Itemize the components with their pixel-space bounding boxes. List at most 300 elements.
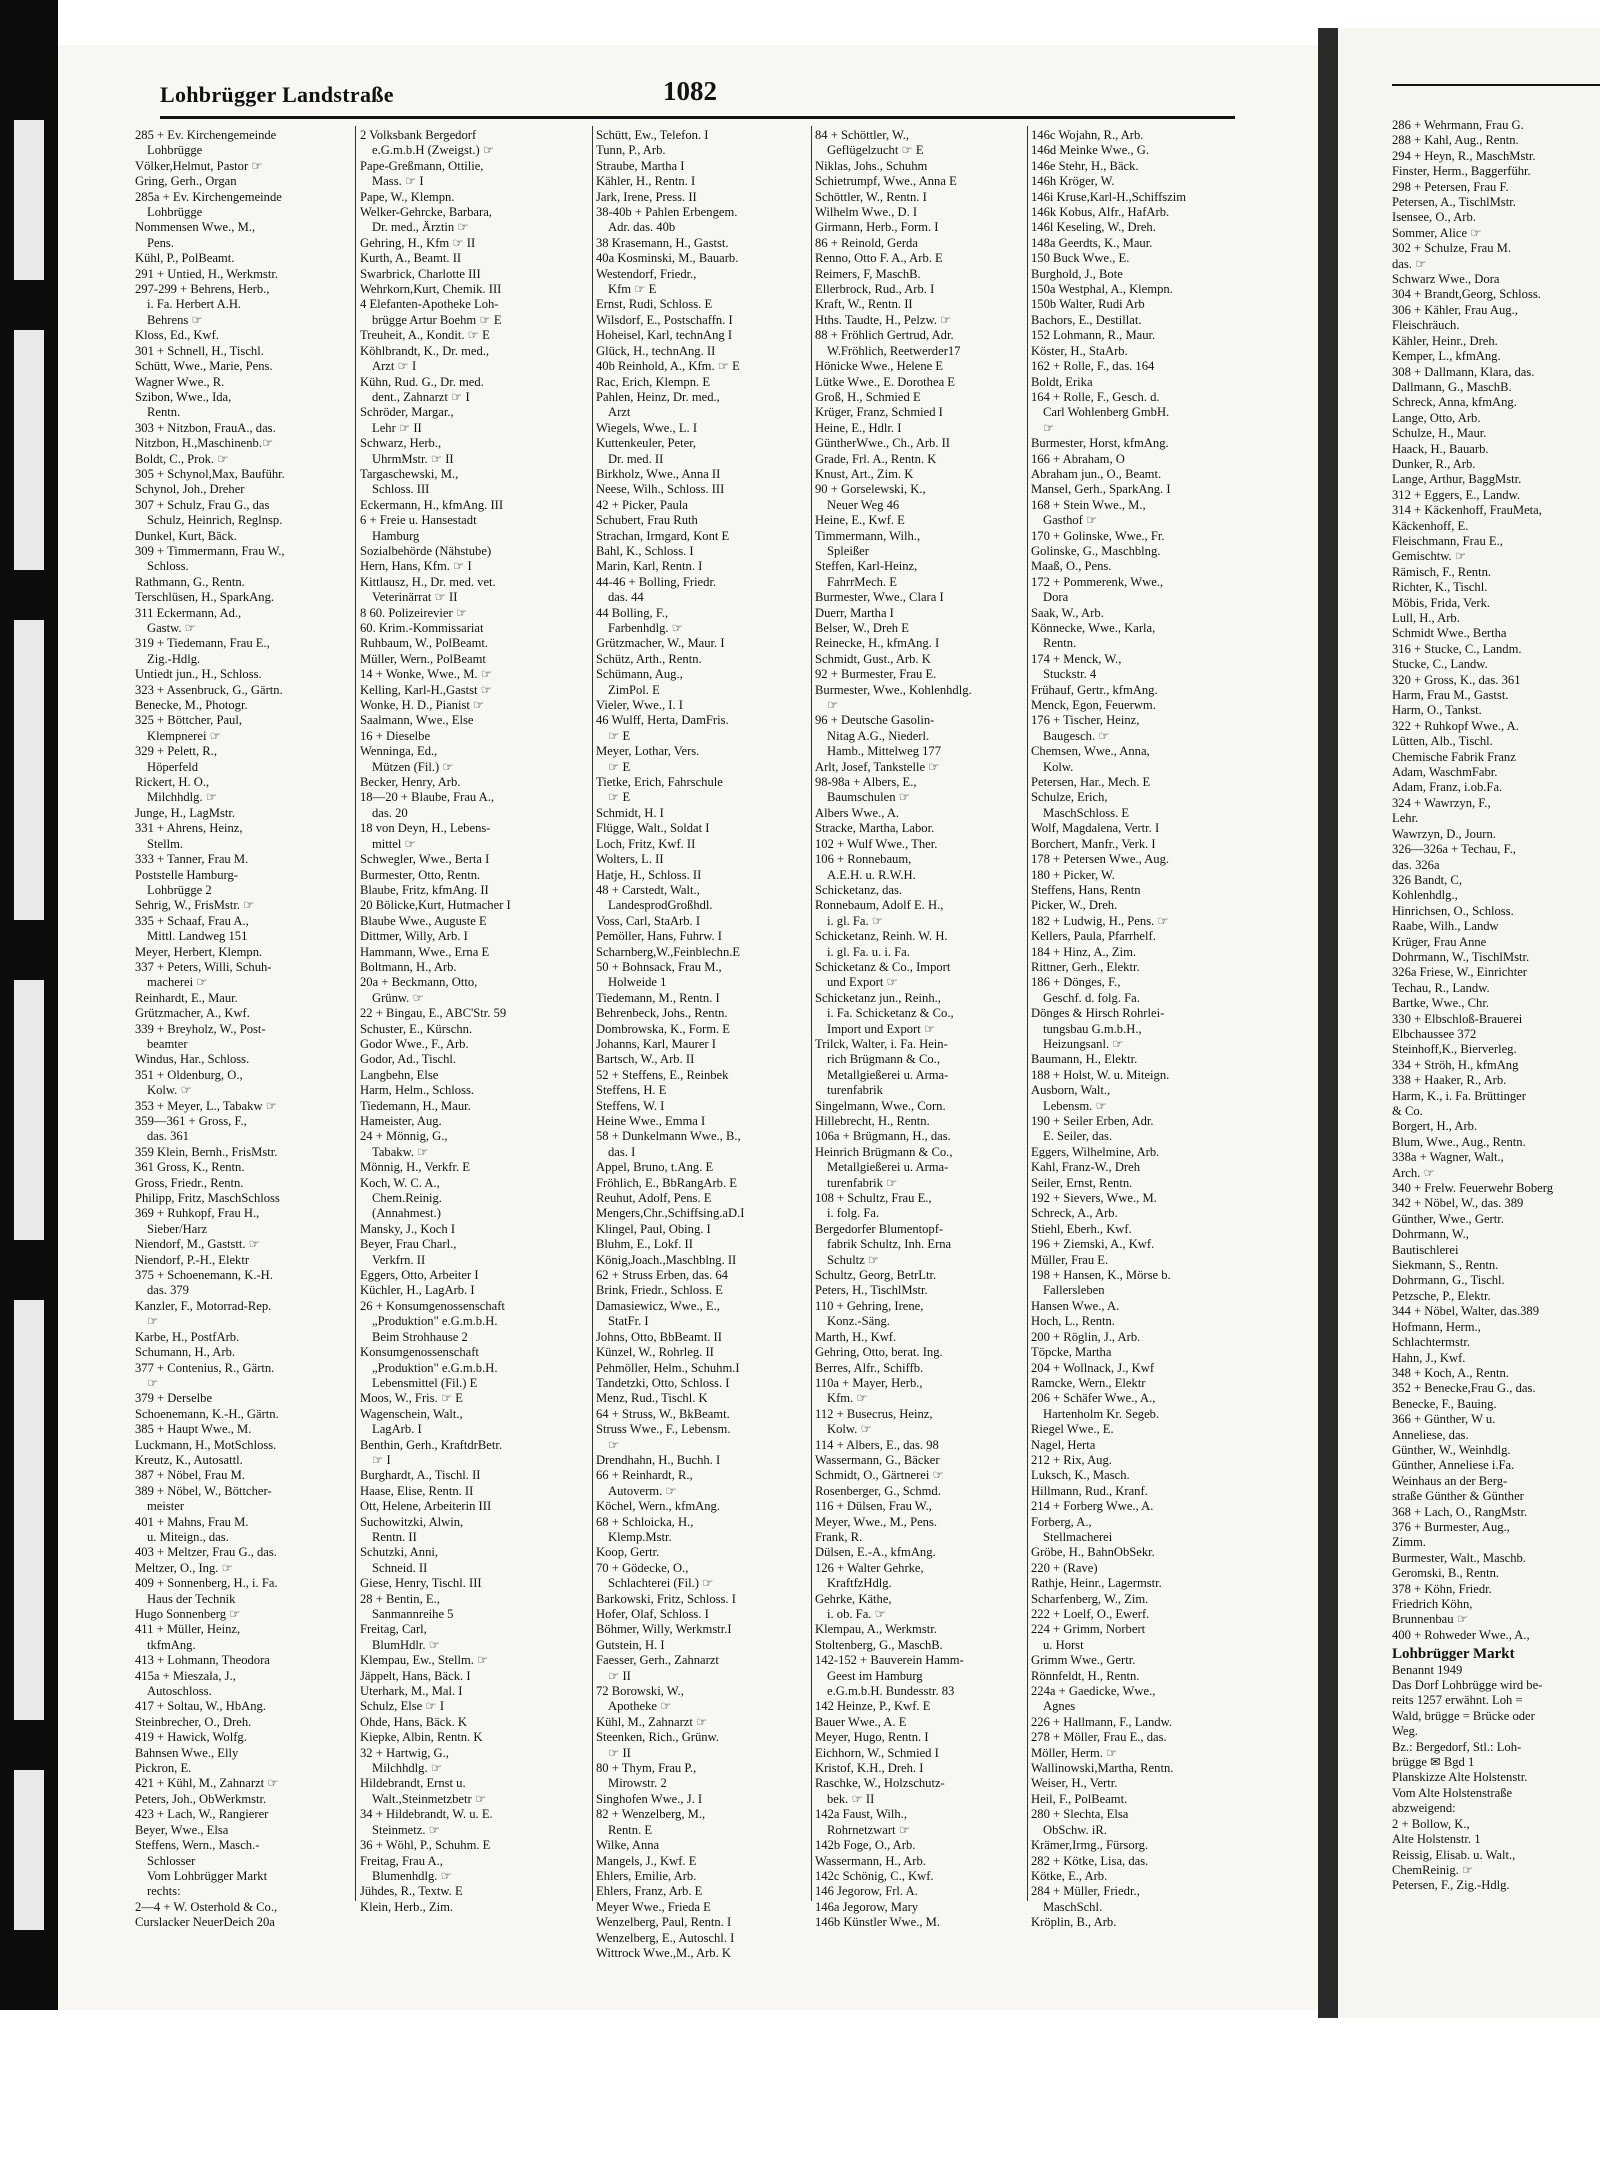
directory-entry-line: Heinrich Brügmann & Co.,: [815, 1144, 953, 1159]
directory-entry-line: Reimers, F, MaschB.: [815, 266, 921, 281]
directory-entry-line: Gröbe, H., BahnObSekr.: [1031, 1545, 1155, 1560]
directory-entry-line: Adr. das. 40b: [608, 220, 676, 235]
directory-entry-line: Vom Lohbrügger Markt: [147, 1868, 268, 1883]
directory-entry-line: 162 + Rolle, F., das. 164: [1031, 359, 1155, 374]
directory-entry-line: Tiedemann, M., Rentn. I: [596, 990, 720, 1005]
directory-entry-line: Lebensmittel (Fil.) E: [372, 1375, 478, 1390]
directory-entry-line: Schultz, Georg, BetrLtr.: [815, 1268, 937, 1283]
directory-entry-line: Grünw. ☞: [372, 990, 424, 1005]
directory-entry-line: Godor Wwe., F., Arb.: [360, 1036, 469, 1051]
directory-entry-line: Bz.: Bergedorf, Stl.: Loh-: [1392, 1739, 1522, 1754]
directory-entry-line: Damasiewicz, Wwe., E.,: [596, 1298, 720, 1313]
directory-entry-line: Schütt, Wwe., Marie, Pens.: [135, 359, 273, 374]
directory-entry-line: Lange, Otto, Arb.: [1392, 410, 1481, 425]
directory-entry-line: 361 Gross, K., Rentn.: [135, 1160, 245, 1175]
directory-entry-line: Steinhoff,K., Bierverleg.: [1392, 1042, 1517, 1057]
directory-entry-line: Wenzelberg, Paul, Rentn. I: [596, 1915, 732, 1930]
directory-entry-line: Albers Wwe., A.: [815, 805, 900, 820]
directory-entry-line: Rohrnetzwart ☞: [827, 1822, 910, 1837]
directory-entry-line: i. gl. Fa. ☞: [827, 913, 884, 928]
directory-entry-line: 68 + Schloicka, H.,: [596, 1514, 694, 1529]
directory-entry-line: Rentn.: [147, 405, 181, 420]
directory-entry-line: 206 + Schäfer Wwe., A.,: [1031, 1391, 1156, 1406]
directory-entry-line: Hamb., Mittelweg 177: [827, 744, 942, 759]
directory-entry-line: 226 + Hallmann, F., Landw.: [1031, 1714, 1172, 1729]
directory-entry-line: Vieler, Wwe., I. I: [596, 698, 683, 713]
directory-entry-line: Nitzbon, H.,Maschinenb.☞: [135, 436, 274, 451]
directory-entry-line: Steffens, W. I: [596, 1098, 665, 1113]
directory-entry-line: 403 + Meltzer, Frau G., das.: [135, 1545, 277, 1560]
directory-entry-line: Schümann, Aug.,: [596, 667, 683, 682]
directory-entry-line: ☞ E: [608, 728, 631, 743]
directory-entry-line: Steffens, Hans, Rentn: [1031, 882, 1141, 897]
directory-entry-line: das. ☞: [1392, 256, 1427, 271]
directory-entry-line: Neuer Weg 46: [827, 497, 900, 512]
directory-entry-line: Hoheisel, Karl, technAng I: [596, 328, 733, 343]
directory-entry-line: tungsbau G.m.b.H.,: [1043, 1021, 1142, 1036]
spine-mark: [14, 980, 44, 1240]
directory-entry-line: 378 + Köhn, Friedr.: [1392, 1581, 1492, 1596]
directory-entry-line: Dülsen, E.-A., kfmAng.: [815, 1545, 936, 1560]
directory-entry-line: Weg.: [1392, 1724, 1418, 1739]
directory-entry-line: Dr. med. II: [608, 451, 664, 466]
directory-entry-line: 288 + Kahl, Aug., Rentn.: [1392, 133, 1519, 148]
directory-entry-line: 20 Bölicke,Kurt, Hutmacher I: [360, 898, 511, 913]
directory-entry-line: Hartenholm Kr. Segeb.: [1043, 1406, 1160, 1421]
directory-entry-line: i. Fa. Herbert A.H.: [147, 297, 242, 312]
directory-entry-line: 368 + Lach, O., RangMstr.: [1392, 1504, 1528, 1519]
directory-entry-line: Töpcke, Martha: [1031, 1345, 1112, 1360]
directory-entry-line: MaschSchloss. E: [1043, 805, 1130, 820]
directory-entry-line: Grade, Frl. A., Rentn. K: [815, 451, 937, 466]
directory-entry-line: Arlt, Josef, Tankstelle ☞: [815, 759, 940, 774]
directory-entry-line: Petersen, A., TischlMstr.: [1392, 195, 1516, 210]
directory-entry-line: 114 + Albers, E., das. 98: [815, 1437, 939, 1452]
directory-entry-line: 214 + Forberg Wwe., A.: [1031, 1499, 1154, 1514]
directory-entry-line: Freitag, Carl,: [360, 1622, 427, 1637]
directory-entry-line: Krämer,Irmg., Fürsorg.: [1031, 1838, 1149, 1853]
directory-entry-line: Loch, Fritz, Kwf. II: [596, 836, 696, 851]
directory-entry-line: Johanns, Karl, Maurer I: [596, 1036, 716, 1051]
directory-column-1: [135, 128, 357, 1930]
directory-entry-line: 329 + Pelett, R.,: [135, 744, 217, 759]
directory-entry-line: ☞ II: [608, 1668, 631, 1683]
directory-entry-line: Schreck, Anna, kfmAng.: [1392, 395, 1517, 410]
directory-entry-line: Kemper, L., kfmAng.: [1392, 349, 1501, 364]
directory-entry-line: 34 + Hildebrandt, W. u. E.: [360, 1807, 493, 1822]
directory-entry-line: Adam, WaschmFabr.: [1392, 765, 1498, 780]
directory-entry-line: 116 + Dülsen, Frau W.,: [815, 1499, 932, 1514]
directory-entry-line: Richter, K., Tischl.: [1392, 580, 1488, 595]
directory-entry-line: 186 + Dönges, F.,: [1031, 975, 1121, 990]
directory-entry-line: Niendorf, M., Gaststt. ☞: [135, 1237, 260, 1252]
directory-entry-line: tkfmAng.: [147, 1637, 196, 1652]
directory-entry-line: 150 Buck Wwe., E.: [1031, 251, 1130, 266]
directory-entry-line: Chemische Fabrik Franz: [1392, 749, 1516, 764]
directory-entry-line: Petersen, Har., Mech. E: [1031, 775, 1151, 790]
directory-entry-line: Wenninga, Ed.,: [360, 744, 438, 759]
directory-entry-line: i. folg. Fa.: [827, 1206, 880, 1221]
directory-entry-line: ☞: [608, 1437, 620, 1452]
directory-entry-line: Harm, Frau M., Gastst.: [1392, 688, 1509, 703]
directory-entry-line: 297-299 + Behrens, Herb.,: [135, 282, 270, 297]
directory-entry-line: 36 + Wöhl, P., Schuhm. E: [360, 1838, 491, 1853]
directory-entry-line: Kolw. ☞: [827, 1422, 872, 1437]
directory-entry-line: das. I: [608, 1144, 636, 1159]
directory-entry-line: Müller, Frau E.: [1031, 1252, 1109, 1267]
directory-entry-line: 400 + Rohweder Wwe., A.,: [1392, 1627, 1530, 1642]
directory-entry-line: 146k Kobus, Alfr., HafArb.: [1031, 205, 1170, 220]
directory-entry-line: 423 + Lach, W., Rangierer: [135, 1807, 269, 1822]
directory-entry-line: 176 + Tischer, Heinz,: [1031, 713, 1140, 728]
directory-entry-line: 359—361 + Gross, F.,: [135, 1114, 247, 1128]
directory-entry-line: Küchler, H., LagArb. I: [360, 1283, 475, 1298]
directory-entry-line: Tietke, Erich, Fahrschule: [596, 775, 723, 790]
directory-entry-line: Konz.-Säng.: [827, 1314, 890, 1329]
directory-entry-line: 60. Krim.-Kommissariat: [360, 621, 484, 635]
directory-entry-line: Burmester, Wwe., Clara I: [815, 590, 944, 605]
directory-entry-line: turenfabrik ☞: [827, 1175, 898, 1190]
directory-entry-line: Langbehn, Else: [360, 1067, 439, 1082]
directory-entry-line: 338a + Wagner, Walt.,: [1392, 1150, 1504, 1165]
directory-entry-line: 8 60. Polizeirevier ☞: [360, 605, 468, 620]
directory-entry-line: Kfm ☞ E: [608, 282, 657, 297]
directory-entry-line: 330 + Elbschloß-Brauerei: [1392, 1011, 1523, 1026]
directory-entry-line: Schlosser: [147, 1853, 196, 1868]
directory-entry-line: Benecke, M., Photogr.: [135, 698, 248, 713]
directory-entry-line: Das Dorf Lohbrügge wird be-: [1392, 1678, 1543, 1693]
directory-entry-line: 26 + Konsumgenossenschaft: [360, 1298, 505, 1313]
facing-column: [1392, 118, 1602, 1908]
column-divider: [355, 126, 356, 1901]
directory-entry-line: 413 + Lohmann, Theodora: [135, 1653, 270, 1668]
directory-column-2: [360, 128, 588, 1918]
directory-entry-line: Schynol, Joh., Dreher: [135, 482, 245, 497]
directory-entry-line: Vom Alte Holstenstraße: [1392, 1785, 1513, 1800]
directory-entry-line: Tandetzki, Otto, Schloss. I: [596, 1375, 730, 1390]
directory-entry-line: Giese, Henry, Tischl. III: [360, 1576, 482, 1591]
directory-entry-line: Picker, W., Dreh.: [1031, 898, 1118, 913]
directory-entry-line: Apotheke ☞: [608, 1699, 672, 1714]
directory-entry-line: 409 + Sonnenberg, H., i. Fa.: [135, 1576, 278, 1591]
directory-entry-line: Wonke, H. D., Pianist ☞: [360, 698, 485, 713]
directory-entry-line: 2 Volksbank Bergedorf: [360, 128, 477, 142]
directory-entry-line: Carl Wohlenberg GmbH.: [1043, 405, 1170, 420]
directory-entry-line: Pehmöller, Helm., Schuhm.I: [596, 1360, 740, 1375]
directory-entry-line: 220 + (Rave): [1031, 1560, 1098, 1575]
directory-entry-line: Gemischtw. ☞: [1392, 549, 1467, 564]
directory-entry-line: Reissig, Elisab. u. Walt.,: [1392, 1847, 1516, 1862]
directory-entry-line: Beyer, Wwe., Elsa: [135, 1822, 229, 1837]
directory-entry-line: 146l Keseling, W., Dreh.: [1031, 220, 1156, 235]
directory-entry-line: Knust, Art., Zim. K: [815, 466, 914, 481]
directory-entry-line: Trilck, Walter, i. Fa. Hein-: [815, 1036, 948, 1051]
directory-entry-line: Ott, Helene, Arbeiterin III: [360, 1499, 492, 1514]
directory-entry-line: Schmidt, O., Gärtnerei ☞: [815, 1468, 944, 1483]
directory-entry-line: 72 Borowski, W.,: [596, 1684, 684, 1699]
directory-entry-line: Schröder, Margar.,: [360, 405, 454, 420]
directory-entry-line: Kelling, Karl-H.,Gastst ☞: [360, 682, 492, 697]
directory-entry-line: Berres, Alfr., Schiffb.: [815, 1360, 924, 1375]
directory-entry-line: ☞ E: [608, 759, 631, 774]
directory-entry-line: Burmester, Wwe., Kohlenhdlg.: [815, 682, 972, 697]
directory-entry-line: 302 + Schulze, Frau M.: [1392, 241, 1512, 256]
directory-entry-line: 166 + Abraham, O: [1031, 451, 1125, 466]
directory-entry-line: Windus, Har., Schloss.: [135, 1052, 250, 1067]
directory-entry-line: Wassermann, G., Bäcker: [815, 1452, 940, 1467]
directory-column-4: [815, 128, 1027, 1930]
directory-entry-line: Nagel, Herta: [1031, 1437, 1096, 1452]
directory-entry-line: Kahl, Franz-W., Dreh: [1031, 1160, 1140, 1175]
directory-entry-line: Köster, H., StaArb.: [1031, 343, 1128, 358]
directory-entry-line: Wolters, L. II: [596, 852, 664, 867]
directory-entry-line: Steffens, Wern., Masch.-: [135, 1838, 260, 1853]
directory-entry-line: Rönnfeldt, H., Rentn.: [1031, 1668, 1140, 1683]
directory-entry-line: Fleischmann, Frau E.,: [1392, 533, 1503, 548]
directory-entry-line: 146a Jegorow, Mary: [815, 1899, 919, 1914]
directory-entry-line: 38-40b + Pahlen Erbengem.: [596, 205, 738, 220]
directory-entry-line: Schoenemann, K.-H., Gärtn.: [135, 1406, 279, 1421]
directory-entry-line: Saalmann, Wwe., Else: [360, 713, 474, 728]
directory-entry-line: Verkfrn. II: [372, 1252, 426, 1267]
directory-entry-line: Mützen (Fil.) ☞: [372, 759, 454, 774]
directory-entry-line: 342 + Nöbel, W., das. 389: [1392, 1196, 1524, 1211]
directory-entry-line: Sozialbehörde (Nähstube): [360, 543, 492, 558]
directory-entry-line: 338 + Haaker, R., Arb.: [1392, 1073, 1507, 1088]
directory-entry-line: Mansky, J., Koch I: [360, 1221, 456, 1236]
directory-entry-line: 204 + Wollnack, J., Kwf: [1031, 1360, 1155, 1375]
directory-entry-line: 112 + Busecrus, Heinz,: [815, 1406, 933, 1421]
directory-entry-line: Nommensen Wwe., M.,: [135, 220, 256, 235]
directory-entry-line: Siekmann, S., Rentn.: [1392, 1258, 1499, 1273]
directory-entry-line: Walt.,Steinmetzbetr ☞: [372, 1791, 487, 1806]
directory-entry-line: 178 + Petersen Wwe., Aug.: [1031, 852, 1170, 867]
directory-entry-line: 28 + Bentin, E.,: [360, 1591, 440, 1606]
directory-entry-line: Strachan, Irmgard, Kont E: [596, 528, 730, 543]
directory-entry-line: Mansel, Gerh., SparkAng. I: [1031, 482, 1171, 497]
directory-entry-line: Geest im Hamburg: [827, 1668, 923, 1683]
directory-entry-line: Niendorf, P.-H., Elektr: [135, 1252, 250, 1267]
directory-entry-line: 146i Kruse,Karl-H.,Schiffszim: [1031, 189, 1187, 204]
directory-entry-line: Lehr ☞ II: [372, 420, 422, 435]
directory-entry-line: Meyer, Wwe., M., Pens.: [815, 1514, 938, 1529]
spine-mark: [14, 1770, 44, 1930]
directory-entry-line: 285a + Ev. Kirchengemeinde: [135, 189, 282, 204]
directory-entry-line: Fleischräuch.: [1392, 318, 1460, 333]
street-title: Lohbrügger Landstraße: [160, 82, 394, 107]
directory-entry-line: Schwegler, Wwe., Berta I: [360, 852, 490, 867]
directory-entry-line: Boltmann, H., Arb.: [360, 959, 457, 974]
directory-entry-line: Schumann, H., Arb.: [135, 1345, 236, 1360]
directory-entry-line: 146c Wojahn, R., Arb.: [1031, 128, 1144, 142]
directory-entry-line: Mittl. Landweg 151: [147, 929, 248, 944]
directory-entry-line: Gasthof ☞: [1043, 513, 1098, 528]
directory-entry-line: Wilke, Anna: [596, 1838, 660, 1853]
directory-entry-line: Jühdes, R., Textw. E: [360, 1884, 463, 1899]
directory-entry-line: Milchhdlg. ☞: [147, 790, 218, 805]
directory-entry-line: Riegel Wwe., E.: [1031, 1422, 1114, 1437]
directory-entry-line: 344 + Nöbel, Walter, das.389: [1392, 1304, 1540, 1319]
directory-entry-line: Eggers, Wilhelmine, Arb.: [1031, 1144, 1160, 1159]
directory-entry-line: 305 + Schynol,Max, Bauführ.: [135, 466, 285, 481]
directory-entry-line: ☞ I: [372, 1452, 391, 1467]
directory-entry-line: Appel, Bruno, t.Ang. E: [596, 1160, 714, 1175]
directory-entry-line: 18 von Deyn, H., Lebens-: [360, 821, 491, 836]
directory-entry-line: Wawrzyn, D., Journ.: [1392, 826, 1496, 841]
directory-entry-line: Blum, Wwe., Aug., Rentn.: [1392, 1134, 1526, 1149]
directory-entry-line: 62 + Struss Erben, das. 64: [596, 1268, 728, 1283]
directory-entry-line: Dohrmann, W., TischlMstr.: [1392, 949, 1530, 964]
directory-entry-line: Geromski, B., Rentn.: [1392, 1566, 1500, 1581]
directory-entry-line: Mirowstr. 2: [608, 1776, 667, 1791]
directory-entry-line: Klempau, A., Werkmstr.: [815, 1622, 937, 1637]
header-rule: [160, 116, 1235, 119]
directory-entry-line: Treuheit, A., Kondit. ☞ E: [360, 328, 490, 343]
directory-entry-line: Schmidt Wwe., Bertha: [1392, 626, 1507, 641]
directory-entry-line: 46 Wulff, Herta, DamFris.: [596, 713, 729, 728]
directory-entry-line: Import und Export ☞: [827, 1021, 936, 1036]
directory-entry-line: Raabe, Wilh., Landw: [1392, 919, 1499, 934]
directory-entry-line: Burghold, J., Bote: [1031, 266, 1123, 281]
directory-entry-line: Pens.: [147, 235, 174, 250]
directory-entry-line: das. 20: [372, 805, 408, 820]
directory-entry-line: Birkholz, Wwe., Anna II: [596, 466, 721, 481]
directory-entry-line: Uterhark, M., Mal. I: [360, 1684, 463, 1699]
directory-entry-line: Weinhaus an der Berg-: [1392, 1473, 1508, 1488]
directory-entry-line: Tunn, P., Arb.: [596, 143, 666, 158]
directory-entry-line: Reuhut, Adolf, Pens. E: [596, 1191, 712, 1206]
directory-entry-line: Meyer, Hugo, Rentn. I: [815, 1730, 929, 1745]
directory-entry-line: 14 + Wonke, Wwe., M. ☞: [360, 667, 492, 682]
directory-entry-line: Sanmannreihe 5: [372, 1607, 454, 1621]
directory-entry-line: Haase, Elise, Rentn. II: [360, 1483, 474, 1498]
directory-entry-line: ☞ II: [608, 1745, 631, 1760]
directory-entry-line: Kristof, K.H., Dreh. I: [815, 1761, 924, 1776]
directory-entry-line: Hugo Sonnenberg ☞: [135, 1607, 241, 1621]
directory-entry-line: 142-152 + Bauverein Hamm-: [815, 1653, 964, 1668]
directory-entry-line: Klempnerei ☞: [147, 728, 221, 743]
directory-entry-line: Spleißer: [827, 543, 869, 558]
directory-entry-line: Schwarz Wwe., Dora: [1392, 272, 1500, 287]
directory-entry-line: Meyer, Lothar, Vers.: [596, 744, 700, 759]
directory-entry-line: Straube, Martha I: [596, 158, 685, 173]
directory-entry-line: Hofer, Olaf, Schloss. I: [596, 1607, 709, 1621]
directory-entry-line: Günther, Anneliese i.Fa.: [1392, 1458, 1515, 1473]
directory-entry-line: Steenken, Rich., Grünw.: [596, 1730, 719, 1745]
directory-entry-line: Gring, Gerh., Organ: [135, 174, 237, 189]
directory-entry-line: Stucke, C., Landw.: [1392, 657, 1488, 672]
directory-entry-line: Hameister, Aug.: [360, 1114, 442, 1128]
directory-entry-line: Grützmacher, W., Maur. I: [596, 636, 725, 651]
directory-entry-line: 52 + Steffens, E., Reinbek: [596, 1067, 729, 1082]
directory-entry-line: UhrmMstr. ☞ II: [372, 451, 454, 466]
directory-entry-line: 340 + Frelw. Feuerwehr Boberg: [1392, 1181, 1553, 1196]
directory-entry-line: Schicketanz, das.: [815, 882, 903, 897]
directory-entry-line: 298 + Petersen, Frau F.: [1392, 179, 1509, 194]
directory-entry-line: Jäppelt, Hans, Bäck. I: [360, 1668, 471, 1683]
directory-entry-line: 38 Krasemann, H., Gastst.: [596, 235, 729, 250]
directory-entry-line: 291 + Untied, H., Werkmstr.: [135, 266, 278, 281]
directory-entry-line: Bartsch, W., Arb. II: [596, 1052, 695, 1067]
directory-entry-line: W.Fröhlich, Reetwerder17: [827, 343, 961, 358]
facing-entries: [1392, 118, 1602, 1643]
directory-entry-line: Wassermann, H., Arb.: [815, 1853, 926, 1868]
facing-header-rule: [1392, 84, 1600, 86]
directory-entry-line: Forberg, A.,: [1031, 1514, 1092, 1529]
directory-entry-line: 335 + Schaaf, Frau A.,: [135, 913, 249, 928]
directory-entry-line: Raschke, W., Holzschutz-: [815, 1776, 945, 1791]
directory-entry-line: Petersen, F., Zig.-Hdlg.: [1392, 1878, 1510, 1893]
directory-entry-line: 389 + Nöbel, W., Böttcher-: [135, 1483, 272, 1498]
directory-entry-line: 80 + Thym, Frau P.,: [596, 1761, 697, 1776]
directory-entry-line: Godor, Ad., Tischl.: [360, 1052, 457, 1067]
directory-entry-line: rich Brügmann & Co.,: [827, 1052, 940, 1067]
directory-entry-line: Eggers, Otto, Arbeiter I: [360, 1268, 479, 1283]
directory-entry-line: 366 + Günther, W u.: [1392, 1412, 1496, 1427]
directory-entry-line: Beyer, Frau Charl.,: [360, 1237, 457, 1252]
directory-entry-line: Dönges & Hirsch Rohrlei-: [1031, 1006, 1165, 1021]
directory-entry-line: brügge ✉ Bgd 1: [1392, 1755, 1475, 1770]
directory-entry-line: 351 + Oldenburg, O.,: [135, 1067, 243, 1082]
directory-entry-line: Drendhahn, H., Buchh. I: [596, 1452, 721, 1467]
spine-mark: [14, 620, 44, 920]
directory-entry-line: Lütke Wwe., E. Dorothea E: [815, 374, 956, 389]
directory-entry-line: 16 + Dieselbe: [360, 728, 431, 743]
directory-entry-line: Böhmer, Willy, Werkmstr.I: [596, 1622, 732, 1637]
directory-entry-line: Rentn.: [1043, 636, 1077, 651]
directory-entry-line: Sieber/Harz: [147, 1221, 208, 1236]
directory-entry-line: Menz, Rud., Tischl. K: [596, 1391, 708, 1406]
directory-entry-line: Fröhlich, E., BbRangArb. E: [596, 1175, 737, 1190]
directory-entry-line: Ausborn, Walt.,: [1031, 1083, 1111, 1098]
directory-entry-line: 152 Lohmann, R., Maur.: [1031, 328, 1156, 343]
directory-entry-line: Klingel, Paul, Obing. I: [596, 1221, 711, 1236]
directory-entry-line: 146b Künstler Wwe., M.: [815, 1915, 940, 1930]
directory-entry-line: 108 + Schultz, Frau E.,: [815, 1191, 932, 1206]
directory-entry-line: 212 + Rix, Aug.: [1031, 1452, 1112, 1467]
directory-entry-line: Lange, Arthur, BaggMstr.: [1392, 472, 1522, 487]
directory-entry-line: Fallersleben: [1043, 1283, 1105, 1298]
directory-entry-line: Belser, W., Dreh E: [815, 621, 909, 635]
directory-entry-line: Kötke, E., Arb.: [1031, 1868, 1108, 1883]
spine-mark: [14, 1300, 44, 1720]
directory-entry-line: Targaschewski, M.,: [360, 466, 459, 481]
directory-entry-line: Rentn. E: [608, 1822, 653, 1837]
directory-entry-line: Ohde, Hans, Bäck. K: [360, 1714, 468, 1729]
directory-entry-line: 334 + Ströh, H., kfmAng: [1392, 1057, 1519, 1072]
directory-entry-line: Planskizze Alte Holstenstr.: [1392, 1770, 1528, 1785]
directory-entry-line: Neese, Wilh., Schloss. III: [596, 482, 725, 497]
directory-entry-line: Johns, Otto, BbBeamt. II: [596, 1329, 722, 1344]
directory-entry-line: Dittmer, Willy, Arb. I: [360, 929, 468, 944]
directory-entry-line: 32 + Hartwig, G.,: [360, 1745, 449, 1760]
directory-entry-line: 421 + Kühl, M., Zahnarzt ☞: [135, 1776, 279, 1791]
directory-entry-line: Gehring, H., Kfm ☞ II: [360, 235, 476, 250]
directory-entry-line: turenfabrik: [827, 1083, 883, 1098]
directory-entry-line: Finster, Herm., Baggerführ.: [1392, 164, 1531, 179]
directory-entry-line: Wilhelm Wwe., D. I: [815, 205, 918, 220]
directory-entry-line: Kühl, M., Zahnarzt ☞: [596, 1714, 708, 1729]
directory-entry-line: Behrens ☞: [147, 312, 203, 327]
directory-entry-line: Schicketanz jun., Reinh.,: [815, 990, 941, 1005]
directory-entry-line: Krüger, Franz, Schmied I: [815, 405, 943, 420]
directory-entry-line: Reinhardt, E., Maur.: [135, 990, 238, 1005]
directory-entry-line: 150a Westphal, A., Klempn.: [1031, 282, 1173, 297]
directory-entry-line: 84 + Schöttler, W.,: [815, 128, 910, 142]
directory-entry-line: 64 + Struss, W., BkBeamt.: [596, 1406, 730, 1421]
directory-entry-line: Abraham jun., O., Beamt.: [1031, 466, 1162, 481]
directory-entry-line: Westendorf, Friedr.,: [596, 266, 697, 281]
